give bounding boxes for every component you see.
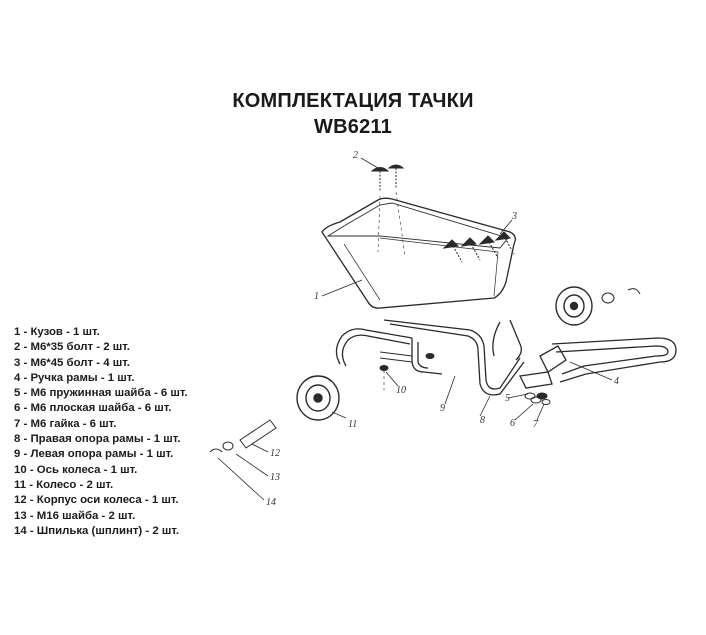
callout-2: 2: [353, 150, 358, 161]
axle-housing: [210, 420, 276, 452]
callout-8: 8: [480, 415, 485, 426]
callout-11: 11: [348, 419, 358, 430]
part-item: 1 - Кузов - 1 шт.: [14, 326, 100, 338]
callout-10: 10: [396, 385, 406, 396]
tray-body: [322, 198, 515, 308]
axle: [380, 352, 434, 390]
model-number: WB6211: [314, 116, 392, 138]
callout-14: 14: [266, 497, 276, 508]
rear-washer: [602, 289, 640, 303]
page-title: КОМПЛЕКТАЦИЯ ТАЧКИ: [232, 90, 474, 112]
frame-handle: [520, 338, 676, 388]
part-item: 3 - М6*45 болт - 4 шт.: [14, 356, 130, 369]
part-item: 10 - Ось колеса - 1 шт.: [14, 463, 138, 476]
part-item: 2 - М6*35 болт - 2 шт.: [14, 341, 130, 354]
callout-9: 9: [440, 403, 445, 414]
callout-4: 4: [614, 376, 619, 387]
part-item: 8 - Правая опора рамы - 1 шт.: [14, 433, 181, 446]
callout-6: 6: [510, 418, 515, 429]
part-item: 6 - М6 плоская шайба - 6 шт.: [14, 402, 172, 415]
callout-5: 5: [505, 393, 510, 404]
part-item: 13 - М16 шайба - 2 шт.: [14, 509, 136, 522]
callout-1: 1: [314, 291, 319, 302]
callout-7: 7: [533, 419, 538, 430]
top-bolts: [372, 165, 405, 256]
callout-12: 12: [270, 448, 280, 459]
front-bolts: [444, 232, 514, 262]
part-item: 9 - Левая опора рамы - 1 шт.: [14, 448, 174, 461]
part-item: 4 - Ручка рамы - 1 шт.: [14, 371, 135, 384]
part-item: 11 - Колесо - 2 шт.: [14, 478, 114, 491]
wheel: [556, 287, 592, 325]
part-item: 14 - Шпилька (шплинт) - 2 шт.: [14, 524, 180, 537]
wheel: [297, 376, 339, 420]
part-item: 5 - М6 пружинная шайба - 6 шт.: [14, 387, 188, 400]
part-item: 12 - Корпус оси колеса - 1 шт.: [14, 494, 179, 507]
callout-3: 3: [512, 211, 517, 222]
callout-labels: [266, 150, 619, 508]
part-item: 7 - М6 гайка - 6 шт.: [14, 417, 117, 430]
callout-13: 13: [270, 472, 280, 483]
washer-nut-set: [525, 393, 550, 405]
